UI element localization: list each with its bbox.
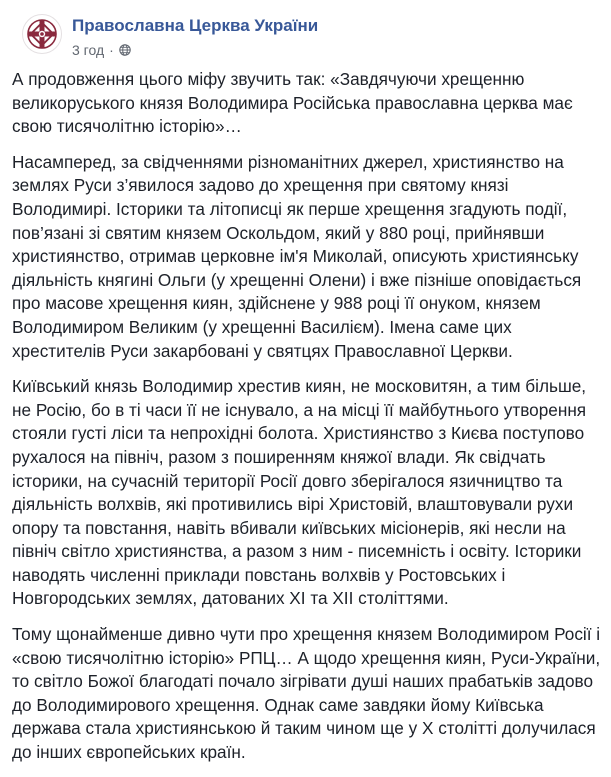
post-paragraph-1: А продовження цього міфу звучить так: «Завдячуючи хрещенню великоруського князя Володимира Російська православна церква має свою тисячолітню історію»… bbox=[12, 69, 573, 137]
post-body bbox=[12, 68, 603, 765]
church-cross-emblem-icon bbox=[23, 15, 61, 53]
page-name-link[interactable]: Православна Церква України bbox=[72, 16, 319, 35]
post-paragraph-3: Київський князь Володимир хрестив киян, не московитян, а тим більше, не Росію, бо в ті часи її не існувало, а на місці її майбутнього утворення стояли густі ліси та непрохідні болота. Християнство з Києва поступово рухалося на північ, разом з поширенням княжої влади. Як свідчать історики, на сучасній території Росії довго зберігалося язичництво та діяльність волхвів, які противились вірі Христовій, влаштовували рухи опору та повстання, навіть вбивали київських місіонерів, які несли на північ світло християнства, а разом з ним - писемність і освіту. Історики наводять численні приклади повстань волхвів у Ростовських і Новгородських землях, датованих XI та XII століттями. bbox=[12, 376, 587, 609]
meta-separator: · bbox=[109, 42, 114, 58]
post-paragraph-2: Насамперед, за свідченнями різноманітних джерел, християнство на землях Руси з’явилося задово до хрещення при святому князі Володимирі. Історики та літописці як перше хрещення згадують події, пов’язані зі святим князем Оскольдом, який у 880 році, прийнявши християнство, отримав церковне ім'я Миколай, описують християнську діяльність княгині Ольги (у хрещенні Олени) і вже пізніше оповідається про масове хрещення киян, здійснене у 988 році її онуком, князем Володимиром Великим (у хрещенні Василієм). Імена саме цих хрестителів Руси закарбовані у святцях Православної Церкви. bbox=[12, 151, 582, 361]
post-header bbox=[12, 0, 603, 68]
post-meta bbox=[72, 42, 131, 58]
globe-icon[interactable] bbox=[119, 44, 131, 56]
post-paragraph-4: Тому щонайменше дивно чути про хрещення князем Володимиром Росії і «свою тисячолітню історію» РПЦ… А щодо хрещення киян, Руси-України, то світло Божої благодаті почало зігрівати душі наших прабатьків задово до Володимирового хрещення. Однак саме завдяки йому Київська держава стала християнською й таким чином ще у Х столітті долучилася до інших європейських країн. bbox=[12, 624, 601, 763]
post-timestamp[interactable]: 3 год bbox=[72, 42, 105, 58]
page-avatar[interactable] bbox=[22, 14, 62, 54]
